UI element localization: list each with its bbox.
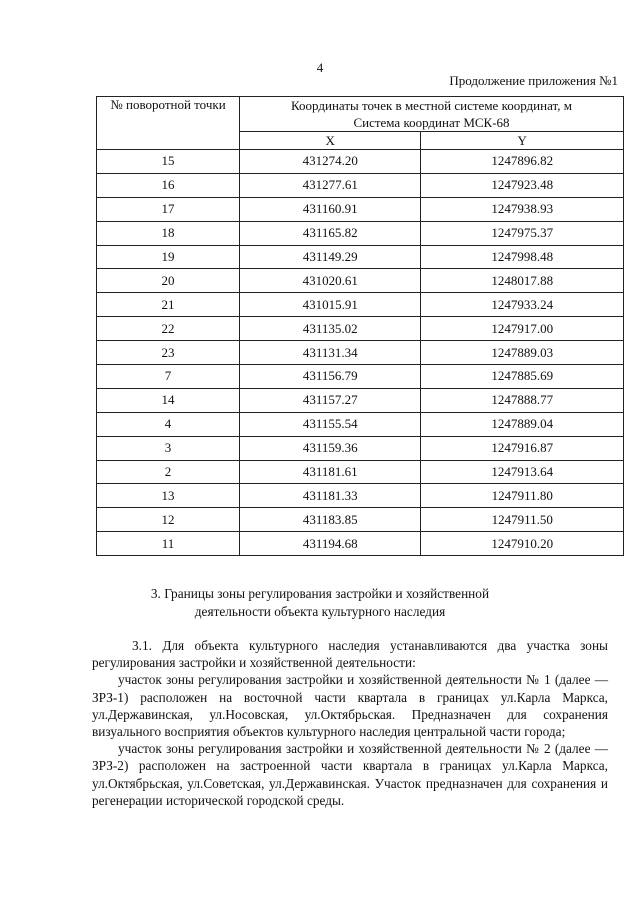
section-heading-line2: деятельности объекта культурного наследия xyxy=(194,604,446,619)
point-number-cell: 13 xyxy=(97,484,240,508)
point-number-cell: 20 xyxy=(97,269,240,293)
paragraph-3-1: 3.1. Для объекта культурного наследия устанавливаются два участка зоны регулирования застройки и хозяйственной деятельности: xyxy=(92,638,608,671)
paragraph-zrz-1: участок зоны регулирования застройки и хозяйственной деятельности № 1 (далее — ЗРЗ-1) расположен на восточной части квартала в границах ул.Карла Маркса, ул.Державинская, ул.Носовская, ул.Октябрьская. Предназначен для сохранения визуального восприятия объектов культурного наследия центральной части города; xyxy=(92,672,608,740)
point-number-cell: 11 xyxy=(97,532,240,556)
table-row xyxy=(97,388,624,412)
point-number-cell: 19 xyxy=(97,245,240,269)
x-coordinate-cell: 431159.36 xyxy=(240,436,421,460)
y-column-header: Y xyxy=(421,132,624,150)
table-row xyxy=(97,436,624,460)
table-row xyxy=(97,412,624,436)
point-number-cell: 15 xyxy=(97,150,240,174)
y-coordinate-cell: 1247917.00 xyxy=(421,317,624,341)
y-coordinate-cell: 1247885.69 xyxy=(421,365,624,389)
table-row xyxy=(97,173,624,197)
x-coordinate-cell: 431194.68 xyxy=(240,532,421,556)
y-coordinate-cell: 1248017.88 xyxy=(421,269,624,293)
table-row xyxy=(97,484,624,508)
point-number-cell: 12 xyxy=(97,508,240,532)
page-number: 4 xyxy=(316,60,324,75)
table-row xyxy=(97,293,624,317)
table-row xyxy=(97,269,624,293)
y-coordinate-cell: 1247888.77 xyxy=(421,388,624,412)
table-row xyxy=(97,460,624,484)
point-number-cell: 18 xyxy=(97,221,240,245)
x-coordinate-cell: 431181.61 xyxy=(240,460,421,484)
y-coordinate-cell: 1247933.24 xyxy=(421,293,624,317)
y-coordinate-cell: 1247923.48 xyxy=(421,173,624,197)
section-body xyxy=(92,637,608,809)
y-coordinate-cell: 1247889.03 xyxy=(421,341,624,365)
point-number-cell: 17 xyxy=(97,197,240,221)
x-coordinate-cell: 431155.54 xyxy=(240,412,421,436)
y-coordinate-cell: 1247896.82 xyxy=(421,150,624,174)
x-coordinate-cell: 431157.27 xyxy=(240,388,421,412)
point-number-cell: 2 xyxy=(97,460,240,484)
x-column-header: X xyxy=(240,132,421,150)
coordinates-header-line1: Координаты точек в местной системе координат, м xyxy=(291,98,572,113)
coordinates-table-body xyxy=(97,150,624,556)
y-coordinate-cell: 1247998.48 xyxy=(421,245,624,269)
x-coordinate-cell: 431160.91 xyxy=(240,197,421,221)
coordinates-header xyxy=(240,97,624,132)
table-row xyxy=(97,341,624,365)
x-coordinate-cell: 431181.33 xyxy=(240,484,421,508)
y-coordinate-cell: 1247911.50 xyxy=(421,508,624,532)
x-coordinate-cell: 431156.79 xyxy=(240,365,421,389)
x-coordinate-cell: 431135.02 xyxy=(240,317,421,341)
appendix-note: Продолжение приложения №1 xyxy=(449,73,618,88)
y-coordinate-cell: 1247975.37 xyxy=(421,221,624,245)
point-number-cell: 3 xyxy=(97,436,240,460)
table-row xyxy=(97,197,624,221)
y-coordinate-cell: 1247938.93 xyxy=(421,197,624,221)
section-heading-line1: 3. Границы зоны регулирования застройки и хозяйственной xyxy=(150,586,490,601)
x-coordinate-cell: 431183.85 xyxy=(240,508,421,532)
paragraph-zrz-2: участок зоны регулирования застройки и хозяйственной деятельности № 2 (далее — ЗРЗ-2) расположен на застроенной части квартала в границах ул.Карла Маркса, ул.Октябрьская, ул.Советская, ул.Державинская. Участок предназначен для сохранения и регенерации исторической городской среды. xyxy=(92,741,608,808)
point-number-header: № поворотной точки xyxy=(97,97,240,150)
coordinates-header-line2: Система координат МСК-68 xyxy=(353,115,510,130)
table-row xyxy=(97,221,624,245)
x-coordinate-cell: 431149.29 xyxy=(240,245,421,269)
y-coordinate-cell: 1247889.04 xyxy=(421,412,624,436)
x-coordinate-cell: 431277.61 xyxy=(240,173,421,197)
point-number-cell: 23 xyxy=(97,341,240,365)
table-row xyxy=(97,532,624,556)
point-number-cell: 21 xyxy=(97,293,240,317)
x-coordinate-cell: 431274.20 xyxy=(240,150,421,174)
y-coordinate-cell: 1247916.87 xyxy=(421,436,624,460)
x-coordinate-cell: 431015.91 xyxy=(240,293,421,317)
point-number-cell: 4 xyxy=(97,412,240,436)
section-heading xyxy=(0,585,640,621)
y-coordinate-cell: 1247910.20 xyxy=(421,532,624,556)
table-row xyxy=(97,508,624,532)
point-number-cell: 7 xyxy=(97,365,240,389)
table-row xyxy=(97,365,624,389)
coordinates-table xyxy=(96,96,624,556)
y-coordinate-cell: 1247913.64 xyxy=(421,460,624,484)
y-coordinate-cell: 1247911.80 xyxy=(421,484,624,508)
point-number-cell: 14 xyxy=(97,388,240,412)
table-row xyxy=(97,245,624,269)
x-coordinate-cell: 431020.61 xyxy=(240,269,421,293)
table-row xyxy=(97,317,624,341)
point-number-cell: 22 xyxy=(97,317,240,341)
x-coordinate-cell: 431165.82 xyxy=(240,221,421,245)
x-coordinate-cell: 431131.34 xyxy=(240,341,421,365)
table-row xyxy=(97,150,624,174)
point-number-cell: 16 xyxy=(97,173,240,197)
